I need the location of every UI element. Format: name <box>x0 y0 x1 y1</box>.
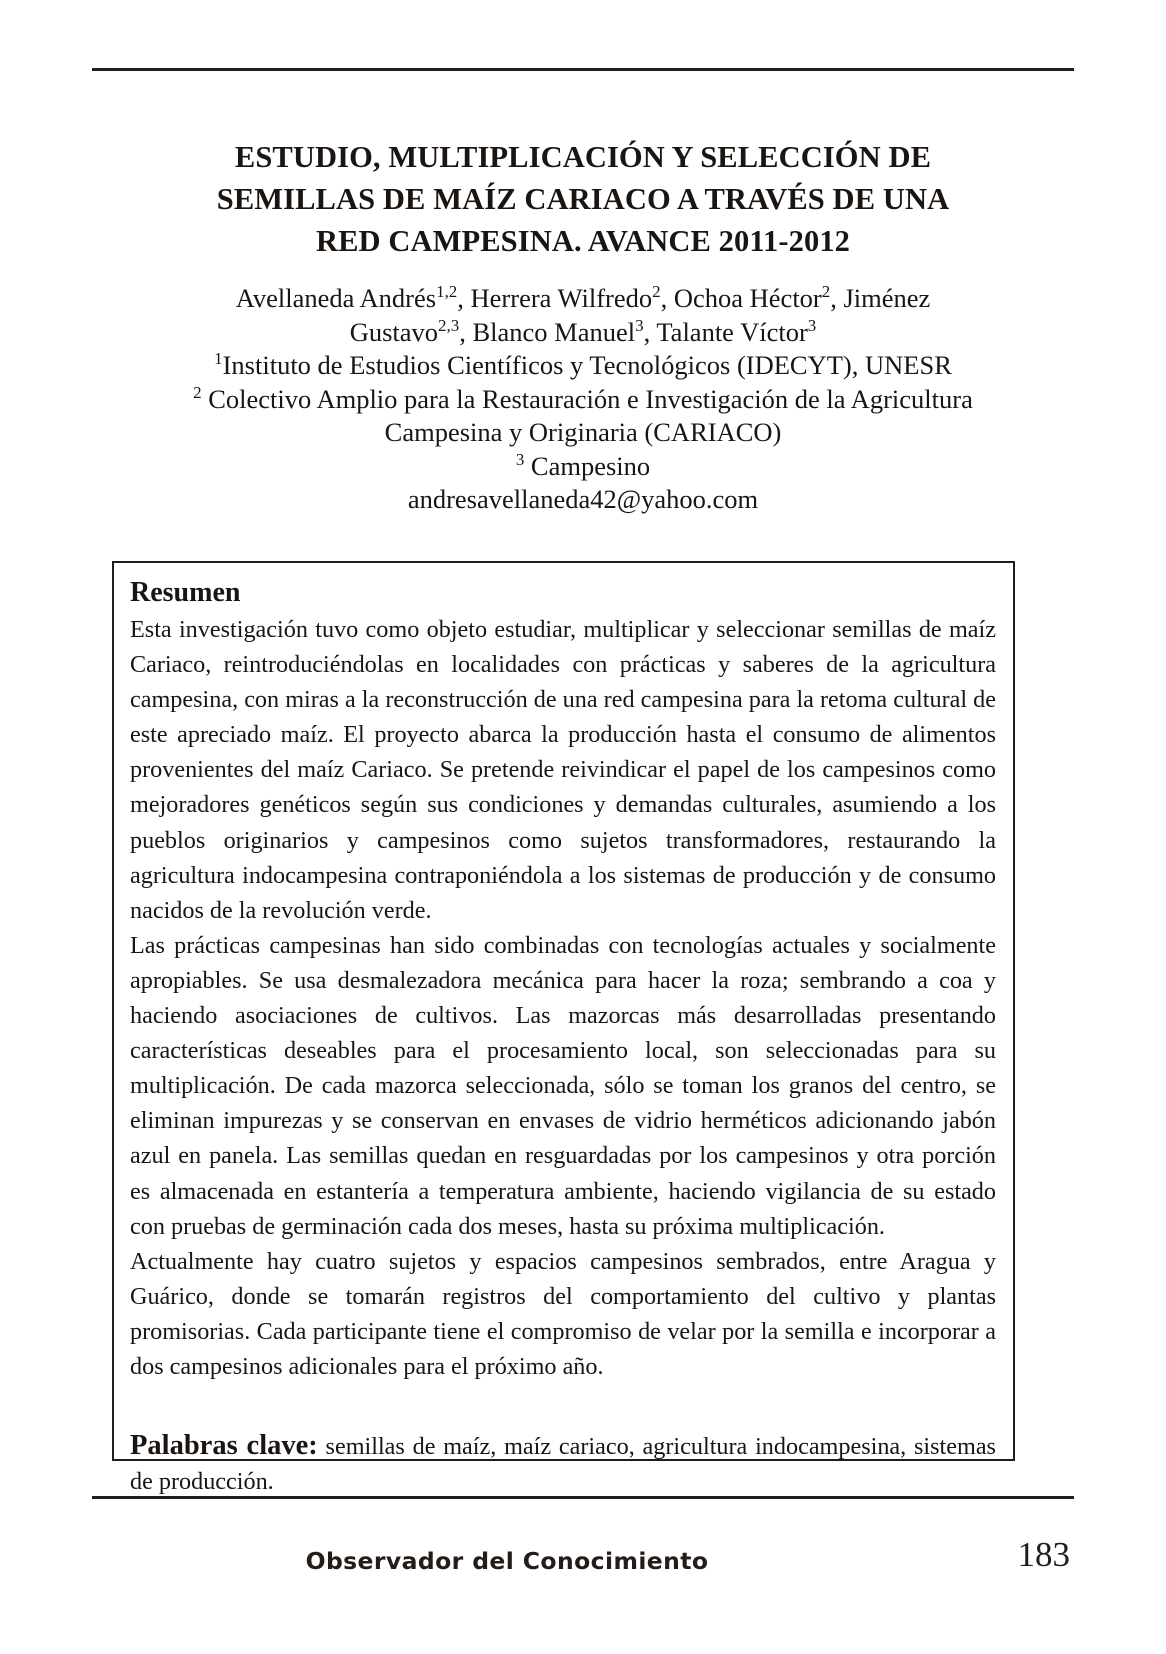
affiliation-1-text: Instituto de Estudios Científicos y Tecnológicos (IDECYT), UNESR <box>222 350 952 380</box>
title-line-1: ESTUDIO, MULTIPLICACIÓN Y SELECCIÓN DE <box>234 140 932 174</box>
author-name-2: , Herrera Wilfredo <box>457 283 653 313</box>
abstract-paragraph: Las prácticas campesinas han sido combinadas con tecnologías actuales y socialmente apropiables. Se usa desmalezadora mecánica para hacer la roza; sembrando a coa y haciendo asociaciones de cultivos. Las mazorcas más desarrolladas presentando características deseables para el procesamiento local, son seleccionadas para su multiplicación. De cada mazorca seleccionada, sólo se toman los granos del centro, se eliminan impurezas y se conservan en envases de vidrio herméticos adicionando jabón azul en panela. Las semillas quedan en resguardadas por los campesinos y otra porción es almacenada en estantería a temperatura ambiente, haciendo vigilancia de su estado con pruebas de germinación cada dos meses, hasta su próxima multiplicación. <box>130 931 996 1240</box>
affiliation-3 <box>120 450 1046 484</box>
author-affil-marker-4: 2,3 <box>438 315 460 335</box>
page-title <box>120 136 1046 262</box>
abstract-box <box>112 561 1015 1496</box>
author-name-4: , Jiménez <box>830 283 931 313</box>
abstract-paragraph: Actualmente hay cuatro sujetos y espacios campesinos sembrados, entre Aragua y Guárico, donde se tomarán registros del comportamiento del cultivo y plantas promisorias. Cada participante tiene el compromiso de velar por la semilla e incorporar a dos campesinos adicionales para el próximo año. <box>130 1247 996 1380</box>
author-affil-marker-6: 3 <box>807 315 817 335</box>
keywords-label: Palabras clave: <box>130 1430 318 1462</box>
footer-journal-name: Observador del Conocimiento <box>305 1547 709 1575</box>
affiliation-2-continuation: Campesina y Originaria (CARIACO) <box>384 417 782 447</box>
author-affil-marker-2: 2 <box>652 282 661 302</box>
author-block <box>120 282 1046 517</box>
author-name-1: Avellaneda Andrés <box>235 283 437 313</box>
author-name-5: Gustavo <box>349 316 439 347</box>
author-line-1 <box>120 282 1046 316</box>
affiliation-marker-2: 2 <box>193 382 202 402</box>
author-name-7: , Talante Víctor <box>643 316 808 347</box>
header-rule <box>92 68 1074 71</box>
footer-page-number: 183 <box>1017 1535 1070 1574</box>
author-name-6: , Blanco Manuel <box>459 316 636 347</box>
author-affil-marker-1: 1,2 <box>436 282 458 302</box>
author-name-3: , Ochoa Héctor <box>660 283 822 313</box>
affiliation-2 <box>120 383 1046 417</box>
author-line-2 <box>120 316 1046 350</box>
affiliation-marker-3: 3 <box>515 449 525 469</box>
abstract-paragraph: Esta investigación tuvo como objeto estudiar, multiplicar y seleccionar semillas de maíz Cariaco, reintroduciéndolas en localidades con prácticas y saberes de la agricultura campesina, con miras a la reconstrucción de una red campesina para la retoma cultural de este apreciado maíz. El proyecto abarca la producción hasta el consumo de alimentos provenientes del maíz Cariaco. Se pretende reivindicar el papel de los campesinos como mejoradores genéticos según sus condiciones y demandas culturales, asumiendo a los pueblos originarios y campesinos como sujetos transformadores, restaurando la agricultura indocampesina contraponiéndola a los sistemas de producción y de consumo nacidos de la revolución verde. <box>130 616 996 924</box>
author-email[interactable]: andresavellaneda42@yahoo.com <box>407 484 759 514</box>
title-line-2: SEMILLAS DE MAÍZ CARIACO A TRAVÉS DE UNA <box>216 182 950 216</box>
affiliation-marker-1: 1 <box>214 349 223 369</box>
abstract-heading: Resumen <box>130 577 241 608</box>
keywords-text: semillas de maíz, maíz cariaco, agricultura indocampesina, sistemas de producción. <box>130 1433 996 1496</box>
author-affil-marker-5: 3 <box>635 315 644 335</box>
affiliation-2-text: Colectivo Amplio para la Restauración e Investigación de la Agricultura <box>201 383 973 414</box>
author-affil-marker-3: 2 <box>821 282 831 302</box>
affiliation-1 <box>120 349 1046 383</box>
footer-rule <box>92 1496 1074 1499</box>
keywords-line <box>130 1384 996 1499</box>
title-line-3: RED CAMPESINA. AVANCE 2011-2012 <box>315 224 851 258</box>
affiliation-3-text: Campesino <box>524 450 651 481</box>
